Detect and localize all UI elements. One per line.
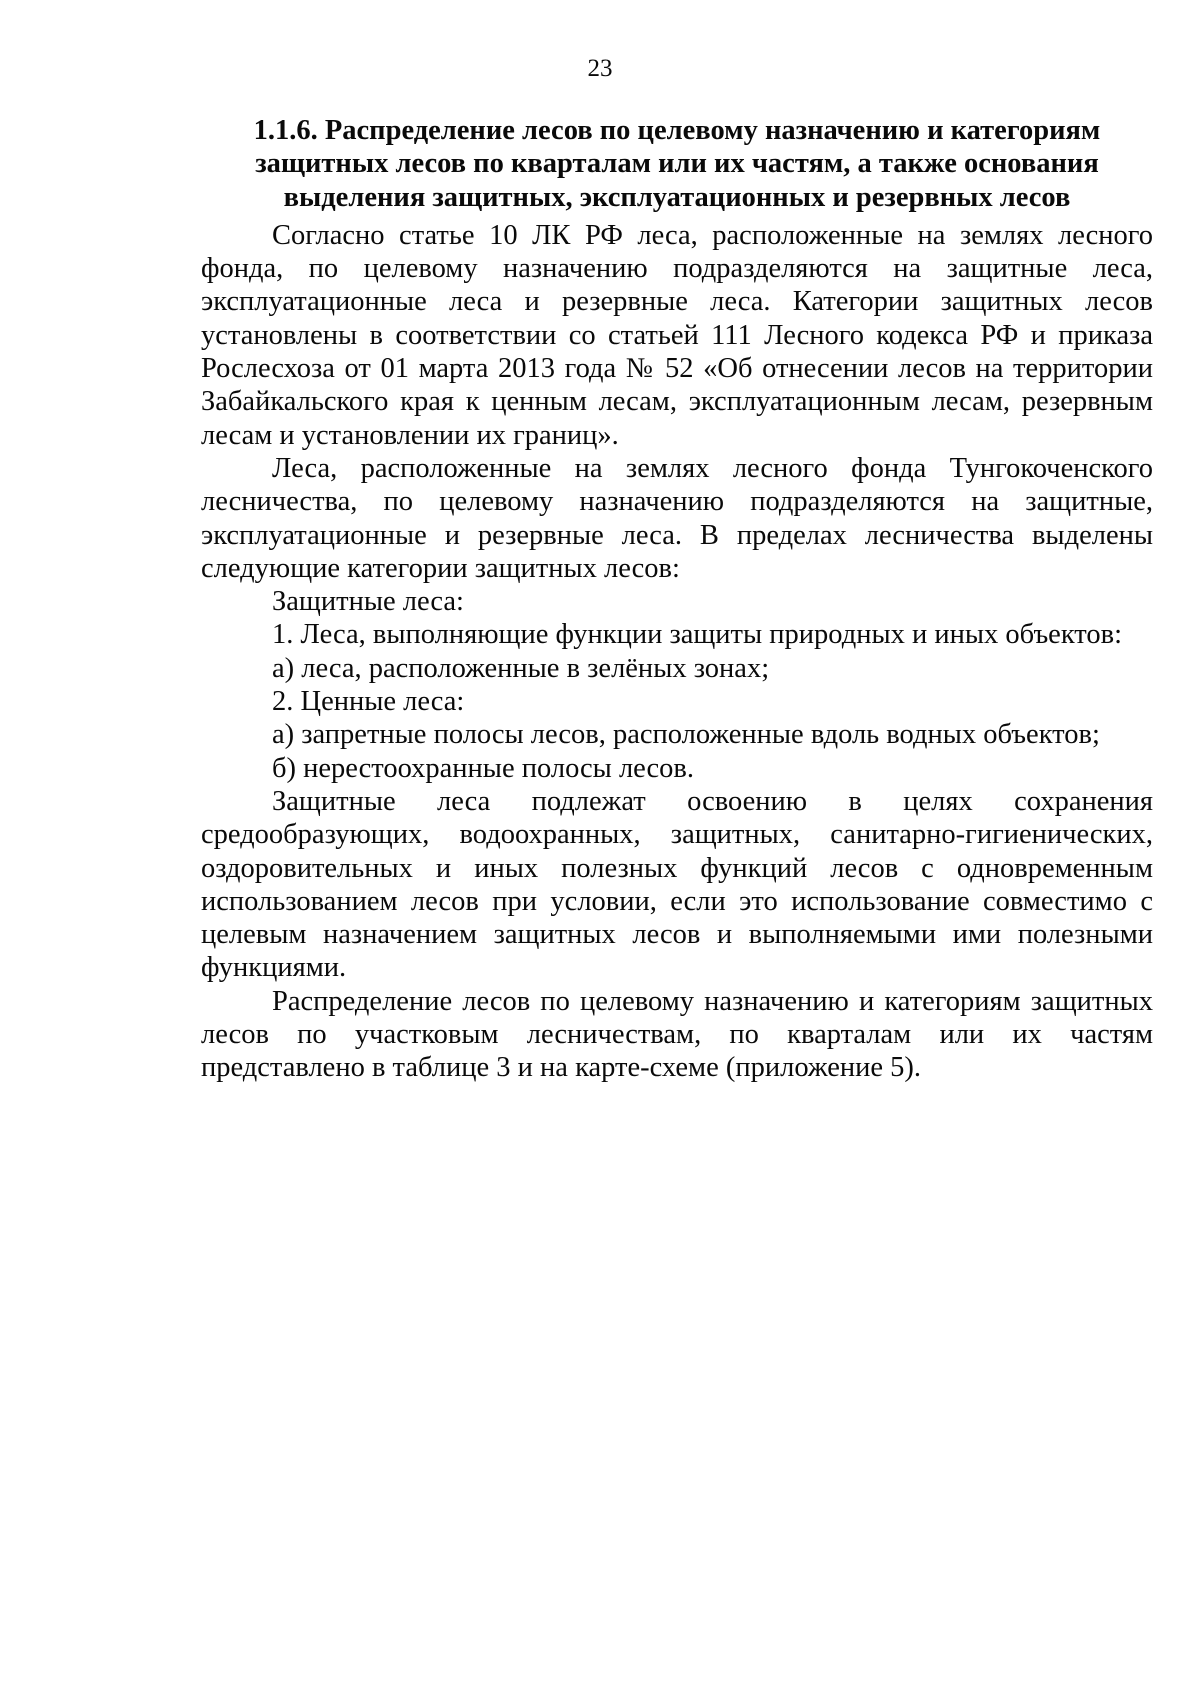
list-item: а) запретные полосы лесов, расположенные вдоль водных объектов; bbox=[272, 719, 1100, 751]
list-item: 1. Леса, выполняющие функции защиты природных и иных объектов: bbox=[272, 619, 1123, 651]
list-item: 2. Ценные леса: bbox=[272, 686, 465, 718]
section-heading-line: выделения защитных, эксплуатационных и резервных лесов bbox=[283, 181, 1071, 213]
paragraph-protective-forests-use: Защитные леса подлежат освоению в целях сохранения средообразующих, водоохранных, защитных, санитарно-гигиенических, оздоровительных и иных полезных функций лесов с одновременным использованием лесов при условии, если это использование совместимо с целевым назначением защитных лесов и выполняемыми ими полезными функциями. bbox=[201, 785, 1153, 984]
page-number: 23 bbox=[587, 55, 613, 82]
section-heading bbox=[201, 114, 1153, 214]
paragraph-distribution-reference: Распределение лесов по целевому назначению и категориям защитных лесов по участковым лесничествам, по кварталам или их частям представлено в таблице 3 и на карте-схеме (приложение 5). bbox=[201, 985, 1153, 1084]
section-heading-line: 1.1.6. Распределение лесов по целевому назначению и категориям bbox=[253, 115, 1101, 146]
paragraph-forest-division: Леса, расположенные на землях лесного фонда Тунгокоченского лесничества, по целевому назначению подразделяются на защитные, эксплуатационные и резервные леса. В пределах лесничества выделены следующие категории защитных лесов: bbox=[201, 452, 1153, 584]
list-item: б) нерестоохранные полосы лесов. bbox=[272, 752, 695, 784]
document-body bbox=[201, 114, 1153, 1085]
list-item: а) леса, расположенные в зелёных зонах; bbox=[272, 652, 770, 684]
list-item: Защитные леса: bbox=[272, 586, 464, 618]
paragraph-legal-basis: Согласно статье 10 ЛК РФ леса, расположенные на землях лесного фонда, по целевому назначению подразделяются на защитные леса, эксплуатационные леса и резервные леса. Категории защитных лесов установлены в соответствии со статьей 111 Лесного кодекса РФ и приказа Рослесхоза от 01 марта 2013 года № 52 «Об отнесении лесов на территории Забайкальского края к ценным лесам, эксплуатационным лесам, резервным лесам и установлении их границ». bbox=[201, 219, 1153, 451]
section-heading-line: защитных лесов по кварталам или их частям, а также основания bbox=[255, 148, 1099, 180]
